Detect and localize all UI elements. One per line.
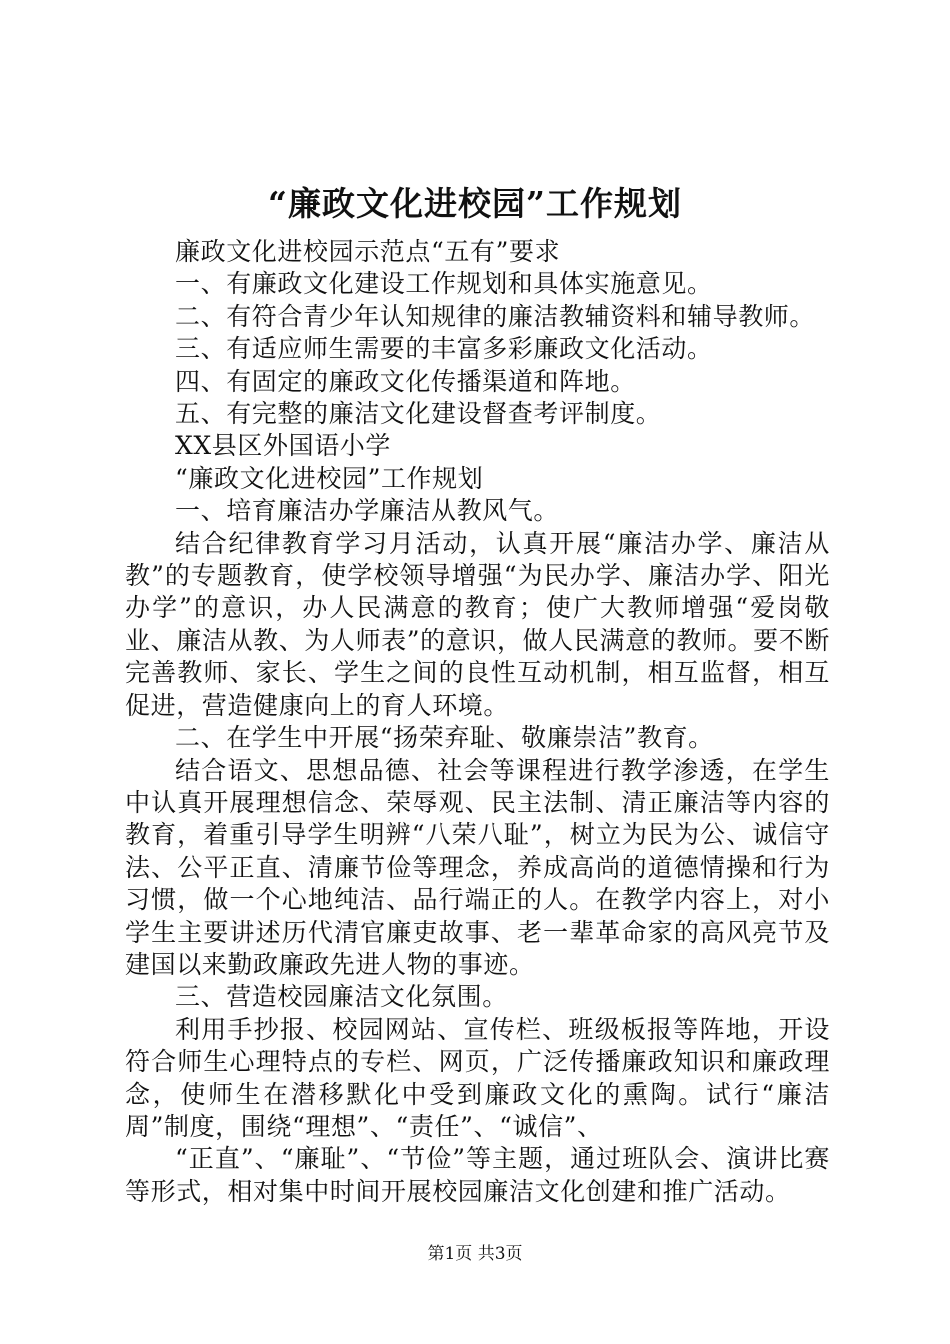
document-body	[125, 236, 830, 1208]
paragraph-requirement-5: 五、有完整的廉洁文化建设督查考评制度。	[175, 399, 662, 429]
section-body-3: 利用手抄报、校园网站、宣传栏、班级板报等阵地，开设符合师生心理特点的专栏、网页，广泛传播廉政知识和廉政理念，使师生在潜移默化中受到廉政文化的熏陶。试行“廉洁周”制度，围绕“理想”、“责任”、“诚信”、	[125, 1014, 830, 1141]
section-body-1: 结合纪律教育学习月活动，认真开展“廉洁办学、廉洁从教”的专题教育，使学校领导增强“为民办学、廉洁办学、阳光办学”的意识，办人民满意的教育；使广大教师增强“爱岗敬业、廉洁从教、为人师表”的意识，做人民满意的教师。要不断完善教师、家长、学生之间的良性互动机制，相互监督，相互促进，营造健康向上的育人环境。	[125, 528, 830, 720]
page-footer: 第1页 共3页	[427, 1244, 523, 1264]
paragraph-requirement-2: 二、有符合青少年认知规律的廉洁教辅资料和辅导教师。	[175, 301, 816, 331]
paragraph-requirement-4: 四、有固定的廉政文化传播渠道和阵地。	[175, 366, 636, 396]
paragraph-plan-title: “廉政文化进校园”工作规划	[175, 463, 484, 493]
document-title: “廉政文化进校园”工作规划	[268, 184, 682, 223]
section-body-2: 结合语文、思想品德、社会等课程进行教学渗透，在学生中认真开展理想信念、荣辱观、民主法制、清正廉洁等内容的教育，着重引导学生明辨“八荣八耻”，树立为民为公、诚信守法、公平正直、清廉节俭等理念，养成高尚的道德情操和行为习惯，做一个心地纯洁、品行端正的人。在教学内容上，对小学生主要讲述历代清官廉吏故事、老一辈革命家的高风亮节及建国以来勤政廉政先进人物的事迹。	[125, 755, 830, 979]
section-body-3-continued: “正直”、“廉耻”、“节俭”等主题，通过班队会、演讲比赛等形式，相对集中时间开展校园廉洁文化创建和推广活动。	[125, 1144, 830, 1206]
section-heading-3: 三、营造校园廉洁文化氛围。	[175, 982, 508, 1012]
section-heading-1: 一、培育廉洁办学廉洁从教风气。	[175, 496, 560, 526]
paragraph-requirement-1: 一、有廉政文化建设工作规划和具体实施意见。	[175, 269, 713, 299]
paragraph-school-name: XX县区外国语小学	[175, 431, 391, 461]
section-heading-2: 二、在学生中开展“扬荣弃耻、敬廉崇洁”教育。	[175, 723, 714, 753]
paragraph-requirement-3: 三、有适应师生需要的丰富多彩廉政文化活动。	[175, 334, 713, 364]
paragraph-requirements-heading: 廉政文化进校园示范点“五有”要求	[175, 237, 561, 266]
